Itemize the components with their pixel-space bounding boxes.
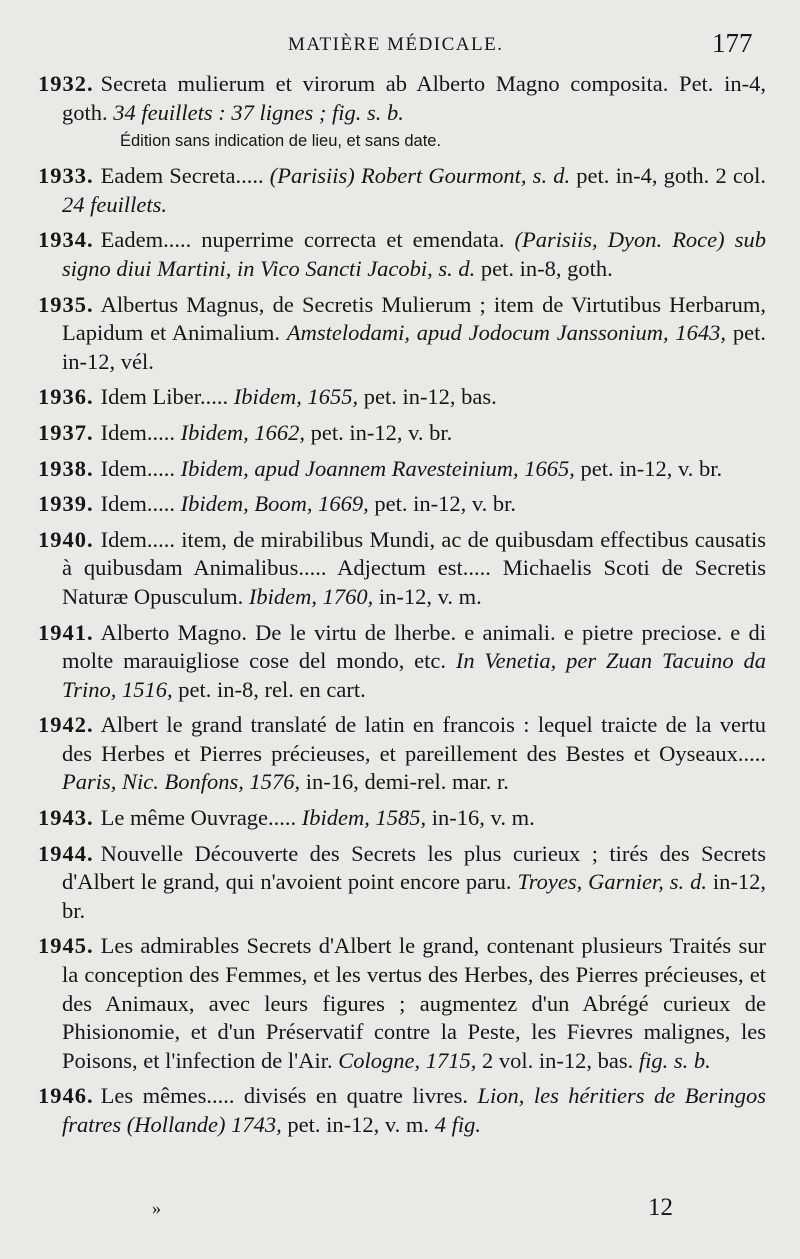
entry-text: pet. in-12, vél. — [62, 320, 766, 374]
entry-number: 1937. — [38, 419, 94, 445]
bibliography-entry — [38, 162, 766, 219]
entry-text: Les mêmes..... divisés en quatre livres. — [100, 1083, 478, 1109]
entry-number: 1932. — [38, 71, 94, 96]
entry-text: Idem..... item, de mirabilibus Mundi, ac de quibusdam effectibus causatis à quibusdam Animalibus..... Adjectum est..... Michaelis Scoti de Secretis Naturæ Opusculum. — [62, 526, 766, 609]
entry-imprint-text: 24 feuillets. — [62, 191, 167, 217]
entry-text: in-12, br. — [62, 869, 767, 923]
entry-imprint-text: (Parisiis) Robert Gourmont, s. d. — [269, 163, 571, 189]
entry-text: pet. in-12, v. m. — [281, 1112, 435, 1137]
entry-text: Les admirables Secrets d'Albert le grand, contenant plusieurs Traités sur la conception des Femmes, et les vertus des Herbes, des Pierres précieuses, et des Animaux, avec leurs figures ; augmentez d'un Abrégé curieux de Phisionomie, et d'un Préservatif contre la Peste, les Fievres malignes, les Poisons, et l'infection de l'Air. — [62, 933, 766, 1073]
entry-imprint-text: (Parisiis, Dyon. Roce) sub signo diui Martini, in Vico Sancti Jacobi, s. d. — [62, 227, 766, 281]
entry-number: 1942. — [38, 712, 94, 738]
entry-number: 1945. — [38, 933, 94, 959]
bibliography-entry — [38, 490, 766, 519]
page-footer — [0, 1194, 800, 1234]
entry-number: 1943. — [38, 805, 94, 831]
entry-number: 1944. — [38, 840, 94, 866]
page-header — [0, 24, 800, 64]
entry-text: Idem..... — [100, 455, 181, 481]
bibliography-entry — [38, 419, 766, 448]
bibliography-entry — [38, 804, 766, 833]
bibliography-entry — [38, 291, 766, 377]
footer-quote-mark: » — [152, 1198, 161, 1218]
entry-number: 1946. — [38, 1083, 94, 1109]
entry-text: Secreta mulierum et virorum ab Alberto Magno composita. Pet. in-4, goth. — [62, 71, 766, 125]
entry-imprint-text: Ibidem, apud Joannem Ravesteinium, 1665, — [180, 455, 575, 481]
entry-text: Alberto Magno. De le virtu de lherbe. e animali. e pietre preciose. e di molte marauigliose cose del mondo, etc. — [62, 619, 766, 674]
entry-text: Idem Liber..... — [100, 384, 234, 410]
bibliography-entry — [38, 455, 766, 484]
bibliography-list — [38, 70, 767, 1147]
entry-text: Le même Ouvrage..... — [100, 805, 302, 831]
entry-number: 1938. — [38, 455, 94, 481]
entry-text: Idem..... — [100, 419, 181, 445]
entry-text: pet. in-12, v. br. — [574, 455, 723, 481]
entry-number: 1941. — [38, 619, 94, 645]
entry-imprint-text: Ibidem, 1760, — [248, 583, 374, 609]
entry-note: Édition sans indication de lieu, et sans date. — [120, 132, 442, 151]
entry-text: Albert le grand translaté de latin en francois : lequel traicte de la vertu des Herbes et Pierres précieuses, et pareillement des Bestes et Oyseaux..... — [62, 712, 766, 766]
bibliography-entry — [38, 711, 766, 797]
entry-text: pet. in-12, v. br. — [368, 491, 516, 517]
entry-text: pet. in-8, rel. en cart. — [172, 676, 366, 702]
entry-imprint-text: Troyes, Garnier, s. d. — [517, 869, 707, 895]
entry-imprint-text: 4 fig. — [434, 1112, 481, 1137]
entry-text: 2 vol. in-12, bas. — [476, 1047, 639, 1073]
signature-mark: 12 — [648, 1194, 673, 1221]
bibliography-entry — [38, 226, 766, 283]
entry-text: Eadem..... nuperrime correcta et emendata. — [100, 227, 515, 253]
entry-text: in-16, v. m. — [426, 805, 535, 831]
entry-imprint-text: Ibidem, Boom, 1669, — [180, 491, 369, 517]
bibliography-entry — [38, 70, 766, 155]
entry-text: Albertus Magnus, de Secretis Mulierum ; item de Virtutibus Herbarum, Lapidum et Animalium. — [62, 291, 766, 346]
entry-imprint-text: In Venetia, per Zuan Tacuino da Trino, 1516, — [62, 648, 766, 702]
entry-number: 1934. — [38, 227, 94, 253]
entry-text: pet. in-8, goth. — [475, 255, 613, 281]
entry-imprint-text: Paris, Nic. Bonfons, 1576, — [62, 769, 301, 795]
entry-text: pet. in-4, goth. 2 col. — [570, 163, 766, 189]
bibliography-entry — [38, 383, 766, 412]
entry-text: in-16, demi-rel. mar. r. — [300, 769, 509, 795]
entry-text: Eadem Secreta..... — [100, 163, 270, 189]
entry-number: 1939. — [38, 491, 94, 517]
entry-number: 1935. — [38, 291, 94, 317]
entry-imprint-text: Cologne, 1715, — [338, 1047, 477, 1073]
bibliography-entry — [38, 619, 766, 705]
bibliography-entry — [38, 1082, 766, 1139]
entry-imprint-text: Amstelodami, apud Jodocum Janssonium, 1643, — [286, 320, 727, 346]
entry-text: Idem..... — [100, 491, 181, 517]
entry-imprint-text: 34 feuillets : 37 lignes ; fig. s. b. — [113, 99, 404, 125]
bibliography-entry — [38, 932, 766, 1075]
entry-text: pet. in-12, v. br. — [304, 419, 453, 445]
bibliography-entry — [38, 840, 767, 926]
entry-number: 1933. — [38, 163, 94, 189]
entry-imprint-text: Ibidem, 1662, — [180, 419, 305, 445]
entry-text: in-12, v. m. — [373, 583, 482, 609]
entry-imprint-text: Ibidem, 1585, — [301, 805, 427, 831]
entry-imprint-text: Ibidem, 1655, — [233, 384, 359, 410]
entry-number: 1936. — [38, 384, 94, 410]
entry-imprint-text: Lion, les héritiers de Beringos fratres (Hollande) 1743, — [62, 1083, 766, 1137]
entry-imprint-text: fig. s. b. — [638, 1047, 711, 1073]
entry-text: pet. in-12, bas. — [358, 384, 497, 410]
entry-number: 1940. — [38, 526, 94, 552]
bibliography-entry — [38, 526, 766, 612]
running-title: MATIÈRE MÉDICALE. — [288, 34, 504, 55]
entry-text: Nouvelle Découverte des Secrets les plus curieux ; tirés des Secrets d'Albert le grand, qui n'avoient point encore paru. — [62, 840, 766, 895]
page-number: 177 — [712, 28, 753, 58]
